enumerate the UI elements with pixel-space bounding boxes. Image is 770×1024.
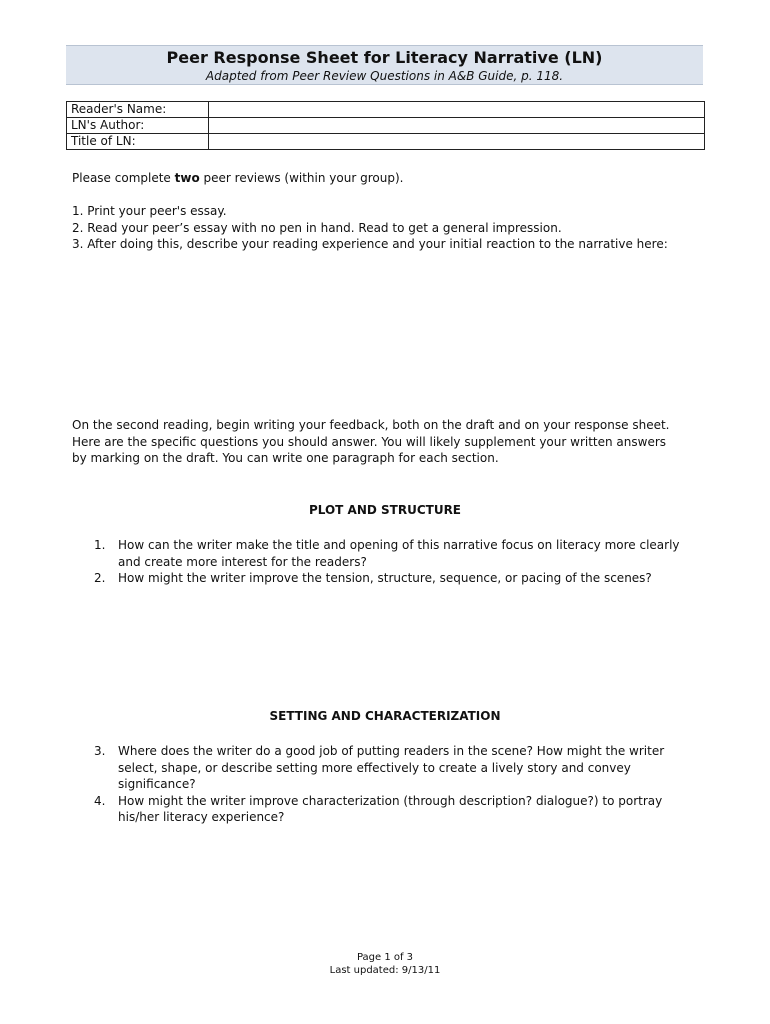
question-text: How might the writer improve the tension, structure, sequence, or pacing of the scenes? — [118, 571, 652, 585]
paragraph-line: by marking on the draft. You can write one paragraph for each section. — [72, 451, 499, 465]
plot-questions — [94, 537, 694, 587]
question-number: 3. — [94, 744, 106, 758]
reader-info-table — [66, 101, 705, 150]
step-item: 1. Print your peer's essay. — [72, 204, 227, 218]
page-title: Peer Response Sheet for Literacy Narrative (LN) — [166, 48, 603, 67]
question-text: Where does the writer do a good job of putting readers in the scene? How might the writer select, shape, or describe setting more effectively to create a lively story and convey significance? — [118, 744, 665, 791]
intro-after: peer reviews (within your group). — [199, 171, 404, 185]
list-item — [94, 793, 694, 826]
ln-author-label: LN's Author: — [67, 118, 209, 134]
paragraph-line: Here are the specific questions you should answer. You will likely supplement your written answers — [72, 434, 667, 449]
question-number: 4. — [94, 793, 106, 808]
page-footer — [0, 951, 770, 977]
table-row — [67, 118, 705, 134]
intro-bold: two — [174, 171, 200, 185]
second-reading-paragraph — [72, 417, 669, 467]
page-subtitle: Adapted from Peer Review Questions in A&B Guide, p. 118. — [205, 69, 564, 83]
readers-name-field[interactable] — [209, 102, 705, 118]
question-number: 1. — [94, 538, 106, 552]
readers-name-label: Reader's Name: — [67, 102, 209, 118]
question-number: 2. — [94, 571, 106, 585]
step-item: 3. After doing this, describe your reading experience and your initial reaction to the narrative here: — [72, 237, 668, 251]
question-text: How can the writer make the title and opening of this narrative focus on literacy more clearly and create more interest for the readers? — [118, 538, 680, 569]
step-item: 2. Read your peer’s essay with no pen in hand. Read to get a general impression. — [72, 220, 562, 235]
section-heading-plot: PLOT AND STRUCTURE — [308, 503, 462, 517]
paragraph-line: On the second reading, begin writing your feedback, both on the draft and on your response sheet. — [72, 418, 670, 432]
ln-author-field[interactable] — [209, 118, 705, 134]
page-number: Page 1 of 3 — [356, 952, 414, 963]
last-updated: Last updated: 9/13/11 — [329, 965, 441, 976]
intro-before: Please complete — [72, 171, 175, 185]
table-row — [67, 134, 705, 150]
setting-questions — [94, 743, 694, 826]
section-heading-setting: SETTING AND CHARACTERIZATION — [269, 709, 501, 723]
question-text: How might the writer improve characterization (through description? dialogue?) to portray his/her literacy experience? — [118, 793, 663, 824]
table-row — [67, 102, 705, 118]
title-banner — [66, 45, 703, 85]
ln-title-label: Title of LN: — [67, 134, 209, 150]
list-item — [94, 743, 694, 793]
ln-title-field[interactable] — [209, 134, 705, 150]
list-item — [94, 570, 694, 587]
list-item — [94, 537, 694, 570]
intro-text — [72, 170, 403, 187]
steps-list — [72, 203, 668, 253]
